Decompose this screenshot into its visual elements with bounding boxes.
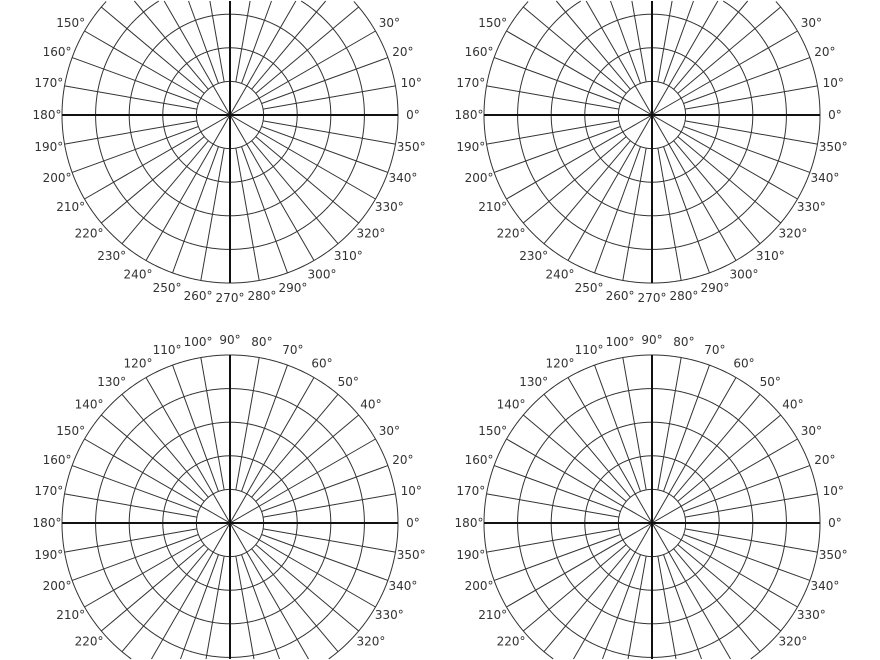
polar-grid-4 <box>455 333 848 659</box>
grid-spoke <box>65 121 197 144</box>
grid-spoke <box>201 358 224 490</box>
angle-label: 260° <box>183 289 213 304</box>
grid-spoke <box>262 126 388 172</box>
grid-spoke <box>658 1 672 82</box>
grid-spoke <box>252 394 338 497</box>
angle-label: 170° <box>456 76 486 91</box>
grid-spoke <box>684 534 810 580</box>
grid-spoke <box>263 86 395 109</box>
angle-label: 110° <box>574 343 604 358</box>
angle-label: 0° <box>828 108 842 122</box>
grid-spoke <box>256 415 359 501</box>
angle-label: 10° <box>400 484 422 499</box>
grid-spoke <box>236 1 250 82</box>
angle-label: 90° <box>219 333 241 347</box>
grid-spoke <box>623 148 646 280</box>
grid-spoke <box>678 7 781 93</box>
grid-spoke <box>678 545 781 631</box>
grid-spoke <box>628 556 646 659</box>
polar-grid-2 <box>455 1 848 305</box>
angle-label: 150° <box>478 424 508 438</box>
grid-spoke <box>263 529 395 552</box>
angle-label: 180° <box>454 516 484 530</box>
angle-label: 210° <box>56 608 86 622</box>
grid-spoke <box>72 126 198 172</box>
angle-label: 350° <box>396 547 426 562</box>
angle-label: 40° <box>360 397 382 412</box>
center-point <box>228 521 232 525</box>
grid-spoke <box>256 137 359 223</box>
angle-label: 220° <box>74 634 104 649</box>
angle-label: 40° <box>782 397 804 412</box>
angle-label: 60° <box>311 356 333 371</box>
grid-spoke <box>72 466 198 512</box>
grid-spoke <box>663 555 701 659</box>
grid-spoke <box>263 494 395 517</box>
angle-label: 150° <box>478 16 508 30</box>
angle-label: 20° <box>814 45 836 60</box>
grid-spoke <box>65 529 197 552</box>
grid-spoke <box>544 141 630 244</box>
grid-spoke <box>494 466 620 512</box>
angle-label: 0° <box>828 516 842 530</box>
polar-grid-3 <box>33 333 426 659</box>
angle-label: 210° <box>478 608 508 622</box>
grid-spoke <box>603 555 641 659</box>
angle-label: 140° <box>496 397 526 412</box>
angle-label: 210° <box>56 200 86 214</box>
grid-spoke <box>122 549 208 652</box>
angle-label: 270° <box>637 291 667 305</box>
grid-spoke <box>101 137 204 223</box>
grid-spoke <box>658 148 681 280</box>
grid-spoke <box>685 529 817 552</box>
grid-spoke <box>72 58 198 104</box>
angle-label: 280° <box>247 289 277 304</box>
grid-spoke <box>241 147 287 273</box>
angle-label: 200° <box>42 170 72 185</box>
angle-label: 240° <box>123 267 153 282</box>
angle-label: 310° <box>755 248 785 263</box>
angle-label: 160° <box>42 453 72 468</box>
angle-label: 350° <box>818 139 848 154</box>
grid-spoke <box>181 555 219 659</box>
grid-spoke <box>487 86 619 109</box>
angle-label: 150° <box>56 16 86 30</box>
angle-label: 340° <box>810 578 840 593</box>
angle-label: 320° <box>356 634 386 649</box>
grid-spoke <box>544 549 630 652</box>
angle-label: 330° <box>374 608 404 622</box>
grid-spoke <box>101 545 204 631</box>
angle-label: 30° <box>800 424 822 438</box>
angle-label: 120° <box>123 356 153 371</box>
angle-label: 80° <box>673 334 695 349</box>
angle-label: 180° <box>32 516 62 530</box>
grid-spoke <box>523 137 626 223</box>
polar-grid-1 <box>33 1 426 305</box>
angle-label: 0° <box>406 108 420 122</box>
grid-spoke <box>241 555 279 659</box>
angle-label: 170° <box>34 484 64 499</box>
grid-spoke <box>487 529 619 552</box>
grid-spoke <box>658 556 676 659</box>
grid-spoke <box>236 358 259 490</box>
grid-spoke <box>256 545 359 631</box>
grid-spoke <box>523 7 626 93</box>
grid-spoke <box>632 1 646 82</box>
angle-label: 320° <box>778 634 808 649</box>
grid-spoke <box>101 7 204 93</box>
angle-label: 260° <box>605 289 635 304</box>
angle-label: 70° <box>282 343 304 358</box>
angle-label: 180° <box>454 108 484 122</box>
angle-label: 110° <box>152 343 182 358</box>
grid-spoke <box>494 534 620 580</box>
grid-spoke <box>663 147 709 273</box>
angle-label: 80° <box>251 334 273 349</box>
grid-spoke <box>487 494 619 517</box>
grid-spoke <box>122 394 208 497</box>
angle-label: 340° <box>388 170 418 185</box>
grid-spoke <box>663 365 709 491</box>
angle-label: 300° <box>307 267 337 282</box>
grid-spoke <box>252 549 338 652</box>
grid-spoke <box>236 148 259 280</box>
angle-label: 220° <box>74 226 104 241</box>
angle-label: 20° <box>392 453 414 468</box>
grid-spoke <box>65 494 197 517</box>
angle-label: 200° <box>42 578 72 593</box>
angle-label: 210° <box>478 200 508 214</box>
angle-label: 230° <box>519 248 549 263</box>
grid-spoke <box>494 58 620 104</box>
angle-label: 200° <box>464 578 494 593</box>
angle-label: 130° <box>519 375 549 390</box>
angle-label: 320° <box>778 226 808 241</box>
angle-label: 340° <box>388 578 418 593</box>
angle-label: 30° <box>378 16 400 30</box>
grid-spoke <box>523 415 626 501</box>
grid-spoke <box>122 141 208 244</box>
angle-label: 290° <box>278 280 308 295</box>
angle-label: 220° <box>496 634 526 649</box>
center-point <box>650 113 654 117</box>
center-point <box>228 113 232 117</box>
angle-label: 30° <box>378 424 400 438</box>
angle-label: 120° <box>545 356 575 371</box>
angle-label: 20° <box>814 453 836 468</box>
grid-spoke <box>487 121 619 144</box>
angle-label: 0° <box>406 516 420 530</box>
grid-spoke <box>252 141 338 244</box>
grid-spoke <box>173 147 219 273</box>
angle-label: 140° <box>74 397 104 412</box>
angle-label: 90° <box>641 333 663 347</box>
angle-label: 190° <box>456 547 486 562</box>
grid-spoke <box>685 121 817 144</box>
angle-label: 10° <box>822 76 844 91</box>
grid-spoke <box>523 545 626 631</box>
grid-spoke <box>674 141 760 244</box>
angle-label: 10° <box>822 484 844 499</box>
angle-label: 190° <box>34 547 64 562</box>
grid-spoke <box>544 394 630 497</box>
grid-spoke <box>101 415 204 501</box>
grid-spoke <box>262 466 388 512</box>
grid-spoke <box>678 415 781 501</box>
angle-label: 70° <box>704 343 726 358</box>
grid-spoke <box>685 86 817 109</box>
angle-label: 320° <box>356 226 386 241</box>
center-point <box>650 521 654 525</box>
grid-spoke <box>201 148 224 280</box>
angle-label: 240° <box>545 267 575 282</box>
grid-spoke <box>206 556 224 659</box>
angle-label: 310° <box>333 248 363 263</box>
grid-spoke <box>623 358 646 490</box>
angle-label: 160° <box>42 45 72 60</box>
angle-label: 350° <box>396 139 426 154</box>
angle-label: 100° <box>605 334 635 349</box>
grid-spoke <box>210 1 224 82</box>
grid-spoke <box>595 365 641 491</box>
grid-spoke <box>674 394 760 497</box>
angle-label: 180° <box>32 108 62 122</box>
angle-label: 130° <box>97 375 127 390</box>
angle-label: 200° <box>464 170 494 185</box>
angle-label: 190° <box>34 139 64 154</box>
angle-label: 280° <box>669 289 699 304</box>
angle-label: 10° <box>400 76 422 91</box>
angle-label: 160° <box>464 45 494 60</box>
grid-spoke <box>263 121 395 144</box>
angle-label: 330° <box>796 608 826 622</box>
angle-label: 20° <box>392 45 414 60</box>
angle-label: 170° <box>34 76 64 91</box>
grid-spoke <box>173 365 219 491</box>
angle-label: 160° <box>464 453 494 468</box>
grid-spoke <box>674 549 760 652</box>
angle-label: 330° <box>374 200 404 214</box>
angle-label: 50° <box>337 375 359 390</box>
angle-label: 230° <box>97 248 127 263</box>
grid-spoke <box>236 556 254 659</box>
angle-label: 190° <box>456 139 486 154</box>
angle-label: 270° <box>215 291 245 305</box>
angle-label: 350° <box>818 547 848 562</box>
grid-spoke <box>658 358 681 490</box>
angle-label: 170° <box>456 484 486 499</box>
angle-label: 220° <box>496 226 526 241</box>
grid-spoke <box>685 494 817 517</box>
grid-spoke <box>241 365 287 491</box>
angle-label: 60° <box>733 356 755 371</box>
angle-label: 290° <box>700 280 730 295</box>
grid-spoke <box>256 7 359 93</box>
angle-label: 30° <box>800 16 822 30</box>
angle-label: 330° <box>796 200 826 214</box>
grid-spoke <box>494 126 620 172</box>
grid-spoke <box>262 534 388 580</box>
angle-label: 100° <box>183 334 213 349</box>
grid-spoke <box>684 58 810 104</box>
grid-spoke <box>72 534 198 580</box>
grid-spoke <box>678 137 781 223</box>
angle-label: 250° <box>152 280 182 295</box>
angle-label: 150° <box>56 424 86 438</box>
angle-label: 250° <box>574 280 604 295</box>
grid-spoke <box>684 466 810 512</box>
grid-spoke <box>65 86 197 109</box>
grid-spoke <box>595 147 641 273</box>
angle-label: 50° <box>759 375 781 390</box>
angle-label: 300° <box>729 267 759 282</box>
grid-spoke <box>684 126 810 172</box>
angle-label: 340° <box>810 170 840 185</box>
grid-spoke <box>262 58 388 104</box>
